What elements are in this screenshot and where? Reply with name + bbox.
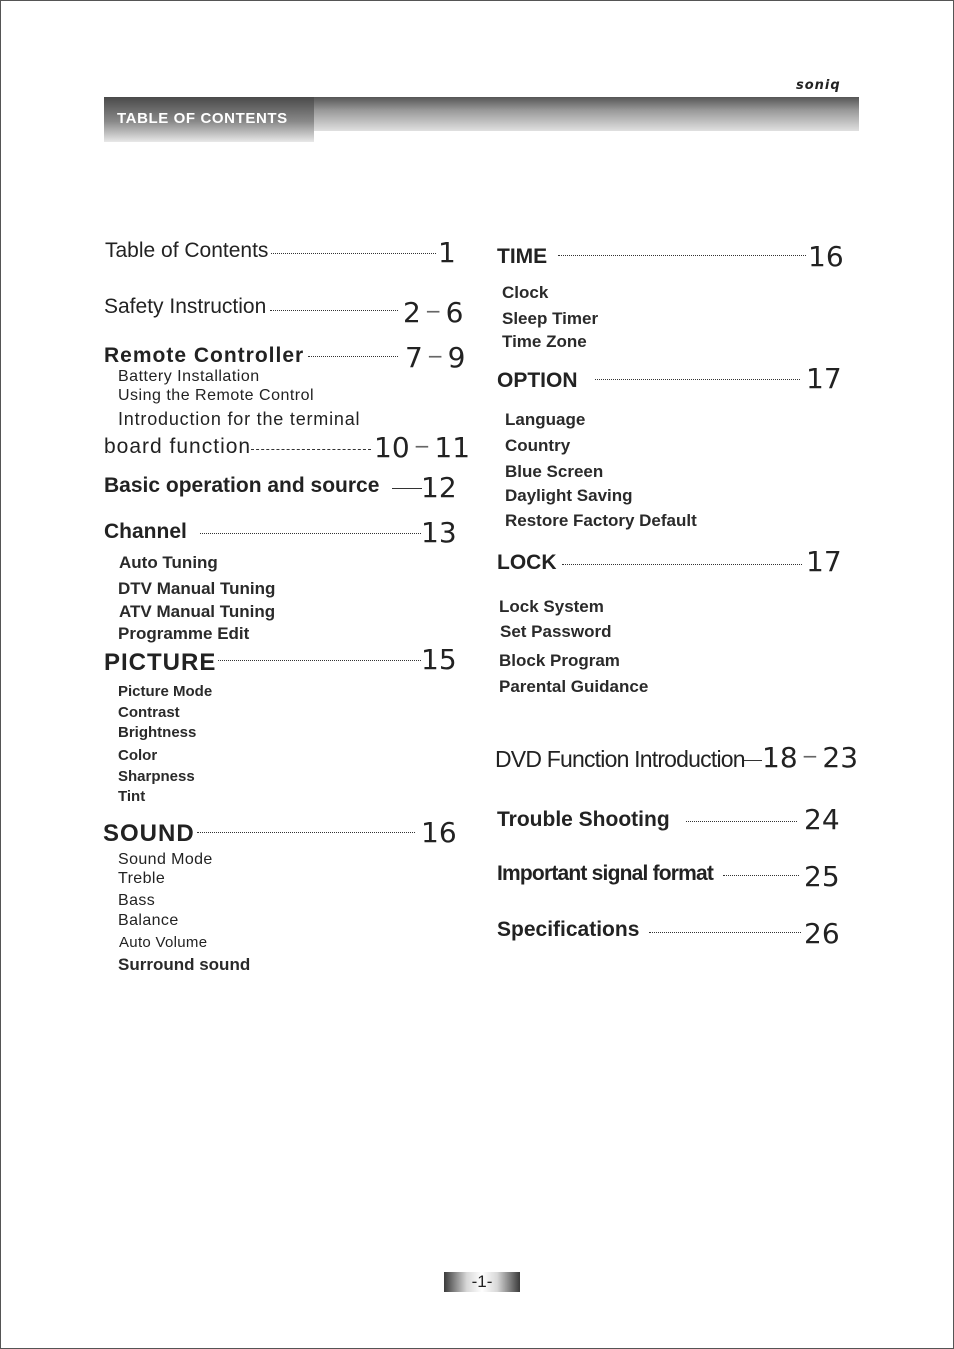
page-range	[403, 296, 463, 329]
page-number: 15	[421, 643, 457, 676]
toc-subentry: Lock System	[499, 597, 604, 616]
page-number: 16	[808, 240, 844, 273]
toc-subentry: Battery Installation	[118, 368, 260, 385]
range-separator: −	[801, 744, 819, 768]
page-number: 26	[804, 917, 840, 950]
toc-entry-terminal-line2: board function	[104, 435, 252, 458]
toc-entry-table-of-contents: Table of Contents	[105, 239, 269, 262]
leader-line	[744, 760, 762, 761]
toc-subentry: Sound Mode	[118, 851, 213, 868]
page-range	[374, 431, 470, 464]
toc-entry-terminal-line1: Introduction for the terminal	[118, 409, 361, 429]
toc-subentry: Contrast	[118, 704, 180, 721]
page-number: 17	[806, 362, 842, 395]
toc-subentry: Using the Remote Control	[118, 387, 315, 404]
footer-page-number: -1-	[471, 1272, 493, 1291]
page-number: 12	[421, 471, 457, 504]
page-number: 17	[806, 545, 842, 578]
toc-subentry: Parental Guidance	[499, 677, 649, 696]
page-from: 10	[374, 431, 410, 464]
toc-entry-channel: Channel	[104, 520, 187, 543]
toc-subentry: Balance	[118, 912, 179, 929]
header-tab	[104, 97, 314, 142]
page-from: 2	[403, 296, 421, 329]
leader-dots	[649, 932, 801, 933]
page-number: 24	[804, 803, 840, 836]
leader-dots	[251, 449, 371, 450]
toc-subentry: Restore Factory Default	[505, 511, 697, 530]
toc-entry-safety: Safety Instruction	[104, 295, 267, 318]
toc-subentry: Language	[505, 410, 586, 429]
page-range	[762, 741, 858, 774]
page-from: 18	[762, 741, 798, 774]
header-title: TABLE OF CONTENTS	[117, 110, 288, 127]
toc-subentry: DTV Manual Tuning	[118, 579, 276, 598]
leader-dots	[270, 310, 398, 311]
toc-subentry: Block Program	[499, 651, 620, 670]
toc-entry-dvd: DVD Function Introduction	[495, 746, 745, 772]
page-number: 16	[421, 816, 457, 849]
page-number: 13	[421, 516, 457, 549]
toc-subentry: Sleep Timer	[502, 309, 599, 328]
toc-subentry: Programme Edit	[118, 624, 250, 643]
range-separator: −	[424, 299, 442, 323]
leader-dots	[271, 253, 436, 254]
toc-entry-sound: SOUND	[103, 820, 195, 847]
range-separator: −	[426, 344, 444, 368]
toc-subentry: Clock	[502, 283, 549, 302]
toc-subentry: Set Password	[500, 622, 612, 641]
toc-entry-signal-format: Important signal format	[497, 862, 714, 885]
page-to: 23	[822, 741, 859, 774]
leader-dots	[686, 821, 797, 822]
page-range	[405, 341, 465, 374]
page-from: 7	[405, 341, 423, 374]
page-to: 6	[445, 296, 464, 329]
page-number: 1	[438, 236, 456, 269]
leader-dots	[308, 356, 398, 357]
leader-dots	[723, 875, 799, 876]
toc-subentry: Auto Volume	[119, 934, 208, 951]
toc-subentry: Blue Screen	[505, 462, 604, 481]
toc-subentry: ATV Manual Tuning	[119, 602, 276, 621]
toc-subentry: Country	[505, 436, 571, 455]
toc-entry-lock: LOCK	[497, 551, 557, 574]
page-number: 25	[804, 860, 840, 893]
toc-subentry: Tint	[118, 788, 146, 805]
leader-dots	[218, 660, 421, 661]
leader-dots	[595, 379, 800, 380]
toc-subentry: Time Zone	[502, 332, 587, 351]
toc-entry-specifications: Specifications	[497, 918, 640, 941]
leader-dots	[197, 832, 415, 833]
toc-subentry: Treble	[118, 870, 166, 887]
toc-subentry: Auto Tuning	[119, 553, 218, 572]
page-to: 9	[447, 341, 466, 374]
toc-subentry: Bass	[118, 892, 156, 909]
toc-subentry: Daylight Saving	[505, 486, 633, 505]
toc-entry-remote: Remote Controller	[104, 344, 305, 367]
leader-line	[392, 488, 422, 489]
range-separator: −	[413, 434, 431, 458]
toc-subentry: Brightness	[118, 724, 197, 741]
page-to: 11	[434, 431, 471, 464]
toc-entry-option: OPTION	[497, 369, 578, 392]
toc-entry-picture: PICTURE	[104, 649, 217, 676]
toc-entry-trouble-shooting: Trouble Shooting	[497, 808, 670, 831]
toc-subentry: Sharpness	[118, 768, 195, 785]
toc-subentry: Picture Mode	[118, 683, 213, 700]
leader-dots	[558, 255, 806, 256]
toc-subentry: Color	[118, 747, 158, 764]
toc-entry-basic-operation: Basic operation and source	[104, 474, 380, 497]
toc-entry-time: TIME	[497, 245, 548, 268]
leader-dots	[562, 564, 802, 565]
leader-dots	[200, 533, 421, 534]
brand-logo: soniq	[796, 78, 841, 93]
toc-subentry: Surround sound	[118, 955, 251, 974]
